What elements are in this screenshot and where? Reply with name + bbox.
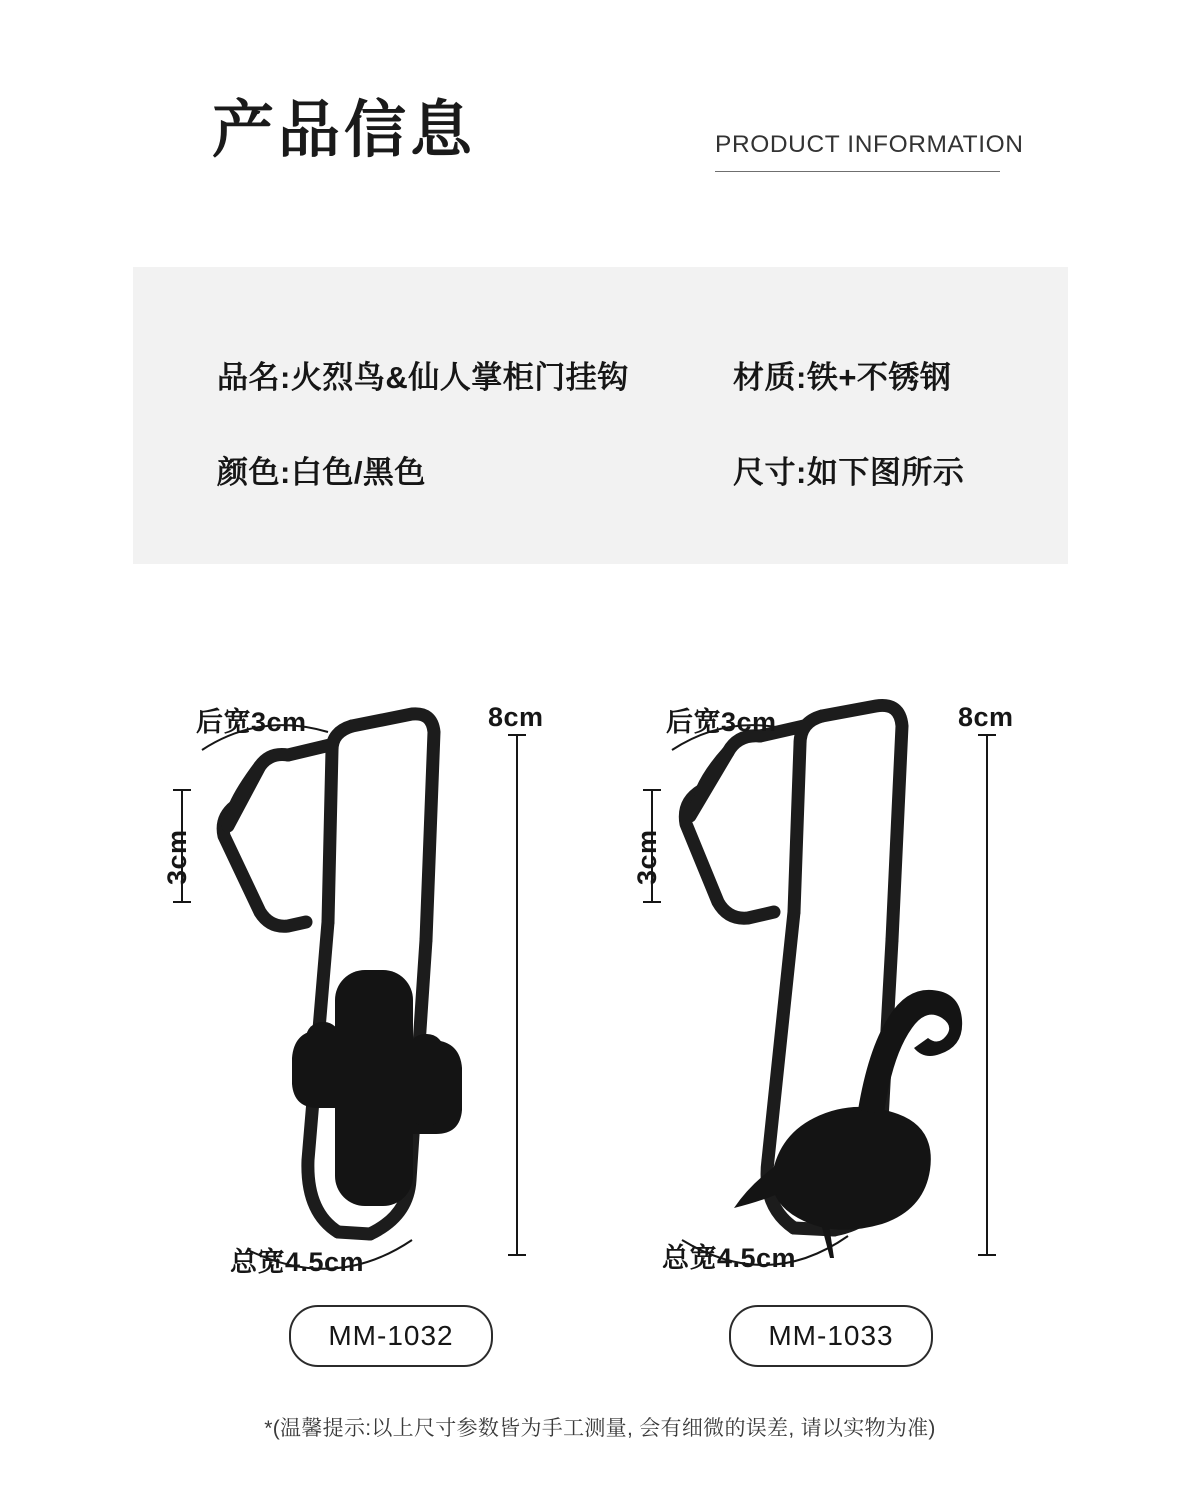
label-total-height: 8cm <box>958 702 1014 732</box>
flamingo-hook-illustration <box>590 640 1060 1360</box>
page-header <box>0 95 1200 200</box>
figure-flamingo <box>590 640 1060 1360</box>
product-figures <box>0 640 1200 1360</box>
spec-panel <box>133 267 1068 564</box>
spec-row <box>133 352 1068 395</box>
label-total-width: 总宽4.5cm <box>230 1247 365 1277</box>
page-title: 产品信息 <box>212 96 477 165</box>
model-badge-1032: MM-1032 <box>289 1305 493 1367</box>
label-back-width: 后宽3cm <box>196 707 307 737</box>
measurement-disclaimer: *(温馨提示:以上尺寸参数皆为手工测量, 会有细微的误差, 请以实物为准) <box>264 1417 936 1440</box>
spec-color: 颜色:白色/黑色 <box>217 455 426 490</box>
spec-product-name: 品名:火烈鸟&仙人掌柜门挂钩 <box>217 360 629 395</box>
page-subtitle-group <box>715 131 1024 172</box>
spec-row <box>133 447 1068 490</box>
label-total-height: 8cm <box>488 702 544 732</box>
label-side-height: 3cm <box>162 829 192 885</box>
spec-size: 尺寸:如下图所示 <box>733 455 965 490</box>
page-subtitle: PRODUCT INFORMATION <box>715 131 1024 158</box>
figure-cactus <box>120 640 590 1360</box>
label-total-width: 总宽4.5cm <box>662 1243 797 1273</box>
model-badge-1033: MM-1033 <box>729 1305 933 1367</box>
spec-material: 材质:铁+不锈钢 <box>733 360 952 395</box>
label-back-width: 后宽3cm <box>666 707 777 737</box>
subtitle-divider <box>715 171 1000 172</box>
label-side-height: 3cm <box>632 829 662 885</box>
